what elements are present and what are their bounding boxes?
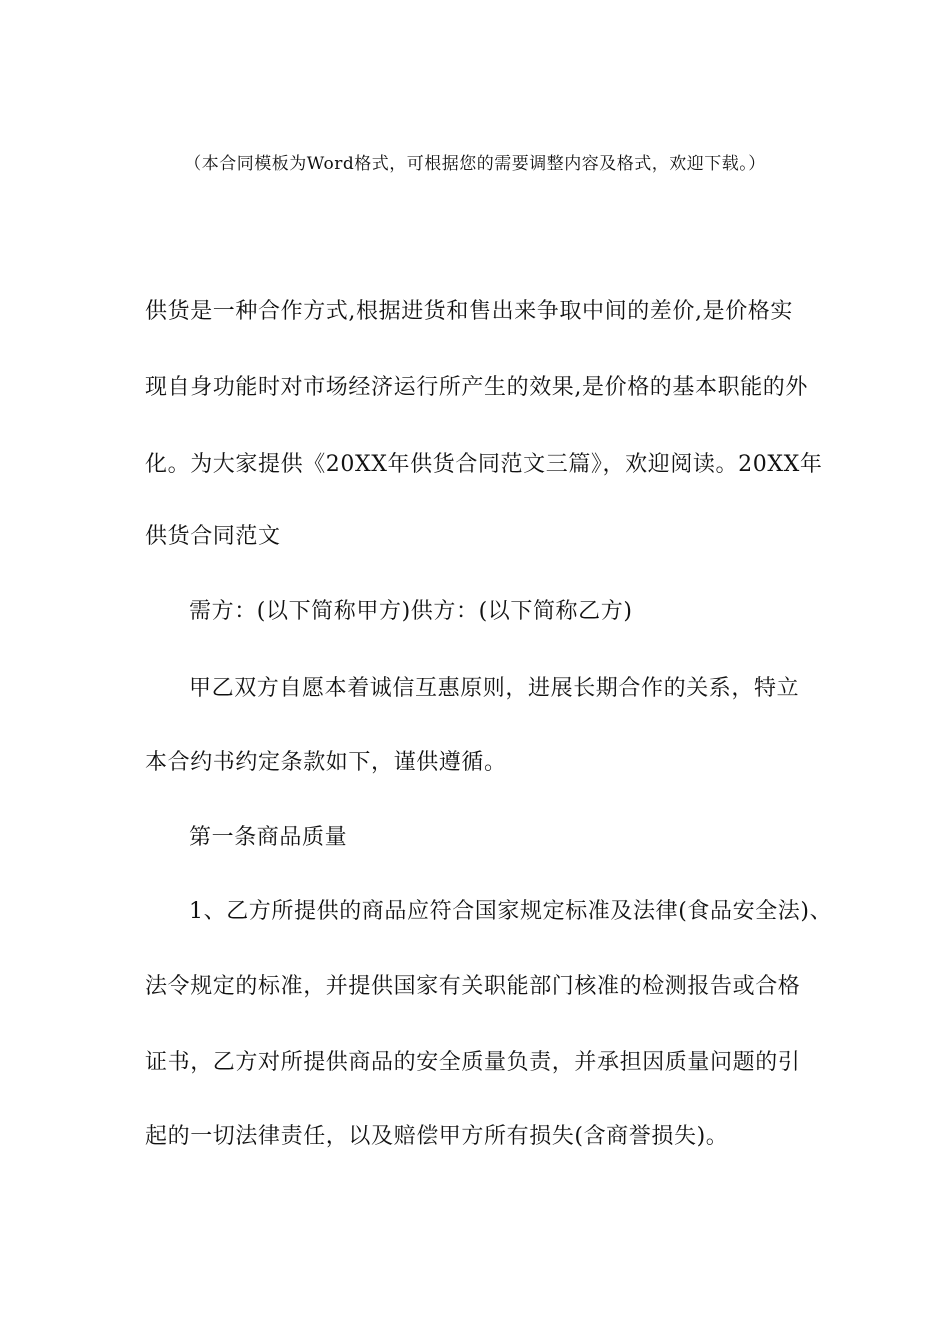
parties-line: 需方：(以下简称甲方)供方：(以下简称乙方) xyxy=(189,599,633,624)
section-heading: 第一条商品质量 xyxy=(189,825,348,850)
paragraph-line: 本合约书约定条款如下，谨供遵循。 xyxy=(145,750,507,775)
clause-line: 1、乙方所提供的商品应符合国家规定标准及法律(食品安全法)、 xyxy=(189,899,833,924)
paragraph-line: 甲乙双方自愿本着诚信互惠原则，进展长期合作的关系，特立 xyxy=(189,676,800,701)
clause-line: 起的一切法律责任，以及赔偿甲方所有损失(含商誉损失)。 xyxy=(145,1124,729,1149)
paragraph-line: 供货是一种合作方式,根据进货和售出来争取中间的差价,是价格实 xyxy=(145,299,793,324)
template-note: （本合同模板为Word格式，可根据您的需要调整内容及格式，欢迎下载。） xyxy=(184,154,766,174)
paragraph-line: 化。为大家提供《20XX年供货合同范文三篇》，欢迎阅读。20XX年 xyxy=(145,452,823,477)
paragraph-line: 现自身功能时对市场经济运行所产生的效果,是价格的基本职能的外 xyxy=(145,375,808,400)
paragraph-line: 供货合同范文 xyxy=(145,524,281,549)
clause-line: 法令规定的标准，并提供国家有关职能部门核准的检测报告或合格 xyxy=(145,974,801,999)
clause-line: 证书，乙方对所提供商品的安全质量负责，并承担因质量问题的引 xyxy=(145,1050,801,1075)
